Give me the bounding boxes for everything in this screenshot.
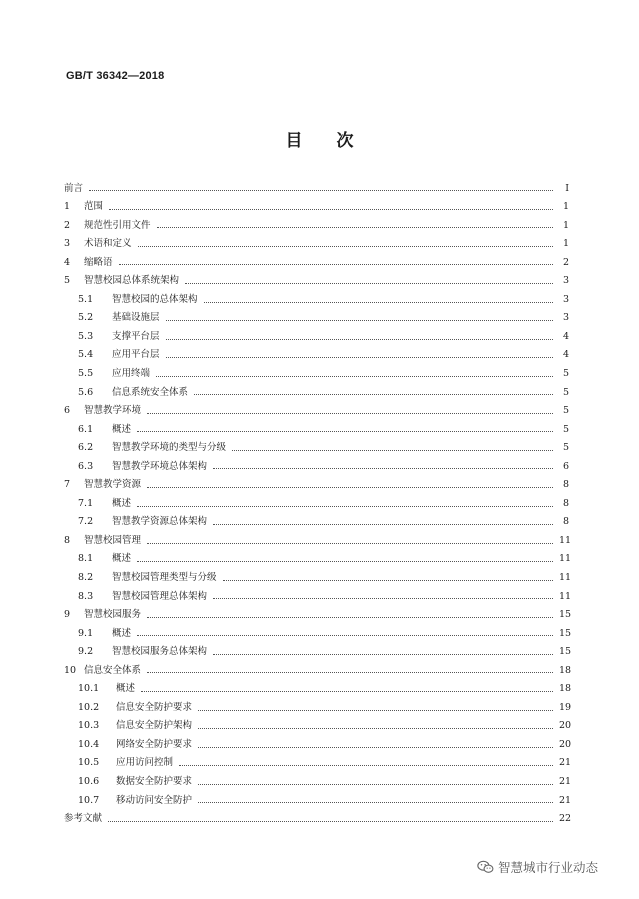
toc-entry-page: 3: [562, 293, 569, 305]
dot-leader: [137, 634, 553, 636]
toc-entry-number: 3: [64, 238, 71, 250]
toc-entry-label: 智慧教学资源总体架构: [112, 516, 208, 528]
dot-leader: [108, 820, 553, 822]
toc-entry: [64, 364, 569, 383]
table-of-contents: [64, 179, 572, 828]
dot-leader: [147, 671, 553, 673]
toc-entry: [64, 754, 572, 773]
toc-entry-number: 6.1: [78, 423, 94, 435]
toc-entry-page: 4: [562, 330, 569, 342]
toc-entry-label: 智慧校园管理类型与分级: [112, 572, 217, 583]
toc-entry: [64, 476, 569, 495]
dot-leader: [232, 449, 553, 451]
toc-entry-label: 规范性引用文件: [84, 219, 151, 231]
toc-entry-label: 信息系统安全体系: [112, 386, 189, 398]
toc-entry-number: 2: [64, 219, 71, 231]
toc-entry-label: 信息安全防护架构: [116, 720, 193, 732]
toc-entry-label: 范围: [84, 201, 104, 213]
toc-entry-number: 8.2: [78, 572, 94, 583]
toc-entry-label: 信息安全防护要求: [116, 701, 193, 713]
toc-entry-label: 支撑平台层: [112, 330, 160, 342]
toc-entry-number: 6.2: [78, 442, 94, 454]
toc-entry-label: 智慧校园服务: [84, 609, 142, 621]
toc-entry: [64, 216, 569, 235]
standard-code: GB/T 36342—2018: [66, 70, 165, 82]
toc-entry-page: 6: [562, 460, 569, 472]
toc-entry: [64, 327, 569, 346]
watermark-text: 智慧城市行业动态: [498, 860, 599, 875]
toc-entry-number: 10.7: [78, 794, 100, 806]
toc-entry: [64, 179, 569, 198]
toc-entry-page: 15: [559, 646, 572, 658]
dot-leader: [157, 226, 553, 228]
toc-entry-number: 10.1: [78, 683, 100, 695]
toc-entry-page: 11: [559, 590, 572, 602]
dot-leader: [198, 746, 553, 748]
toc-entry: [64, 290, 569, 309]
toc-entry-page: 21: [559, 776, 572, 788]
dot-leader: [198, 727, 553, 729]
dot-leader: [138, 245, 553, 247]
dot-leader: [198, 801, 553, 803]
toc-entry-page: 15: [559, 627, 572, 639]
toc-entry-number: 9: [64, 609, 71, 621]
toc-entry-page: 8: [562, 516, 569, 528]
toc-entry: [64, 531, 572, 550]
toc-entry-label: 概述: [112, 553, 132, 565]
title-part-1: 目: [285, 131, 303, 151]
toc-entry-number: 6: [64, 405, 71, 417]
toc-entry: [64, 643, 572, 662]
dot-leader: [119, 263, 553, 265]
toc-entry-label: 智慧校园总体系统架构: [84, 275, 180, 287]
dot-leader: [198, 783, 553, 785]
toc-entry-page: 5: [562, 386, 569, 398]
dot-leader: [137, 505, 553, 507]
dot-leader: [194, 393, 553, 395]
toc-entry-number: 5.2: [78, 312, 94, 324]
toc-entry-page: 19: [559, 701, 572, 713]
toc-entry-page: Ⅰ: [565, 182, 569, 194]
toc-entry-number: 5.4: [78, 349, 94, 361]
toc-entry-label: 智慧教学环境的类型与分级: [112, 442, 227, 454]
toc-entry: [64, 383, 569, 402]
toc-entry-page: 4: [562, 349, 569, 361]
toc-entry: [64, 587, 572, 606]
toc-entry: [64, 235, 569, 254]
toc-entry-label: 网络安全防护要求: [116, 738, 193, 750]
dot-leader: [156, 375, 553, 377]
toc-entry-page: 20: [559, 720, 572, 732]
toc-entry-number: 10.5: [78, 757, 100, 769]
toc-entry-label: 缩略语: [84, 256, 113, 268]
toc-entry: [64, 253, 569, 272]
toc-entry-label: 智慧校园管理: [84, 534, 142, 546]
page-title: [0, 126, 639, 151]
dot-leader: [185, 282, 553, 284]
toc-entry-number: 9.2: [78, 646, 94, 658]
toc-entry-page: 21: [559, 794, 572, 806]
toc-entry-label: 信息安全体系: [84, 664, 142, 676]
toc-entry-number: 8.1: [78, 553, 94, 565]
toc-entry-number: 10.2: [78, 701, 100, 713]
toc-entry: [64, 680, 572, 699]
toc-entry-number: 7: [64, 479, 71, 491]
toc-entry-page: 8: [562, 497, 569, 509]
toc-entry: [64, 568, 572, 587]
toc-entry: [64, 272, 569, 291]
toc-entry-label: 概述: [112, 627, 132, 639]
dot-leader: [166, 338, 553, 340]
toc-entry: [64, 346, 569, 365]
toc-entry-page: 18: [559, 664, 572, 676]
toc-entry-page: 21: [559, 757, 572, 769]
toc-entry-page: 5: [562, 405, 569, 417]
toc-entry-number: 10.3: [78, 720, 100, 732]
toc-entry-page: 3: [562, 312, 569, 324]
toc-entry-number: 7.1: [78, 497, 94, 509]
toc-entry: [64, 439, 569, 458]
toc-entry-number: 1: [64, 201, 71, 213]
toc-entry-label: 参考文献: [64, 813, 103, 825]
toc-entry-page: 8: [562, 479, 569, 491]
toc-entry: [64, 661, 572, 680]
dot-leader: [213, 467, 553, 469]
toc-entry-number: 10: [64, 664, 77, 676]
toc-entry-number: 4: [64, 256, 71, 268]
toc-entry-page: 15: [559, 609, 572, 621]
toc-entry-label: 概述: [116, 683, 136, 695]
toc-entry-page: 1: [562, 238, 569, 250]
toc-entry-page: 11: [559, 534, 572, 546]
dot-leader: [109, 208, 553, 210]
dot-leader: [166, 356, 553, 358]
toc-entry: [64, 513, 569, 532]
toc-entry-page: 3: [562, 275, 569, 287]
toc-entry-label: 数据安全防护要求: [116, 776, 193, 788]
toc-entry-number: 8: [64, 534, 71, 546]
toc-entry: [64, 624, 572, 643]
toc-entry-label: 应用访问控制: [116, 757, 174, 769]
dot-leader: [213, 523, 553, 525]
dot-leader: [89, 189, 553, 191]
wechat-icon: [477, 860, 494, 874]
toc-entry-label: 应用平台层: [112, 349, 160, 361]
dot-leader: [179, 764, 553, 766]
toc-entry: [64, 717, 572, 736]
toc-entry-page: 18: [559, 683, 572, 695]
dot-leader: [204, 301, 553, 303]
toc-entry: [64, 810, 572, 829]
toc-entry-label: 智慧教学资源: [84, 479, 142, 491]
toc-entry-label: 概述: [112, 423, 132, 435]
dot-leader: [223, 579, 553, 581]
toc-entry-label: 应用终端: [112, 367, 151, 379]
toc-entry-label: 概述: [112, 497, 132, 509]
toc-entry: [64, 494, 569, 513]
dot-leader: [213, 597, 553, 599]
toc-entry: [64, 198, 569, 217]
toc-entry-number: 7.2: [78, 516, 94, 528]
toc-entry-page: 11: [559, 553, 572, 565]
toc-entry-page: 5: [562, 423, 569, 435]
toc-entry-number: 10.6: [78, 776, 100, 788]
toc-entry: [64, 550, 572, 569]
toc-entry-page: 22: [559, 813, 572, 825]
toc-entry-label: 前言: [64, 182, 84, 194]
dot-leader: [137, 560, 553, 562]
toc-entry-page: 5: [562, 442, 569, 454]
toc-entry-number: 5.3: [78, 330, 94, 342]
toc-entry-label: 智慧校园的总体架构: [112, 293, 198, 305]
title-part-2: 次: [336, 131, 354, 151]
toc-entry: [64, 773, 572, 792]
toc-entry-page: 11: [559, 572, 572, 583]
toc-entry-number: 6.3: [78, 460, 94, 472]
toc-entry-page: 20: [559, 738, 572, 750]
toc-entry: [64, 735, 572, 754]
toc-entry: [64, 698, 572, 717]
toc-entry-number: 9.1: [78, 627, 94, 639]
toc-entry-number: 5.5: [78, 367, 94, 379]
toc-entry: [64, 457, 569, 476]
toc-entry-label: 术语和定义: [84, 238, 132, 250]
dot-leader: [147, 542, 553, 544]
dot-leader: [147, 616, 553, 618]
toc-entry-number: 5.6: [78, 386, 94, 398]
dot-leader: [141, 690, 553, 692]
dot-leader: [147, 412, 553, 414]
dot-leader: [137, 430, 553, 432]
toc-entry-number: 8.3: [78, 590, 94, 602]
toc-entry: [64, 309, 569, 328]
watermark: [477, 858, 598, 876]
toc-entry-page: 5: [562, 367, 569, 379]
toc-entry: [64, 791, 572, 810]
toc-entry-label: 智慧教学环境: [84, 405, 142, 417]
toc-entry-page: 2: [562, 256, 569, 268]
toc-entry-label: 智慧校园管理总体架构: [112, 590, 208, 602]
toc-entry-page: 1: [562, 219, 569, 231]
toc-entry-number: 5: [64, 275, 71, 287]
toc-entry: [64, 402, 569, 421]
toc-entry-number: 5.1: [78, 293, 94, 305]
toc-entry-page: 1: [562, 201, 569, 213]
dot-leader: [147, 486, 553, 488]
dot-leader: [213, 653, 553, 655]
dot-leader: [166, 319, 553, 321]
toc-entry-number: 10.4: [78, 738, 100, 750]
dot-leader: [198, 709, 553, 711]
toc-entry: [64, 420, 569, 439]
toc-entry-label: 智慧教学环境总体架构: [112, 460, 208, 472]
toc-entry-label: 智慧校园服务总体架构: [112, 646, 208, 658]
toc-entry: [64, 606, 572, 625]
toc-entry-label: 基础设施层: [112, 312, 160, 324]
toc-entry-label: 移动访问安全防护: [116, 794, 193, 806]
